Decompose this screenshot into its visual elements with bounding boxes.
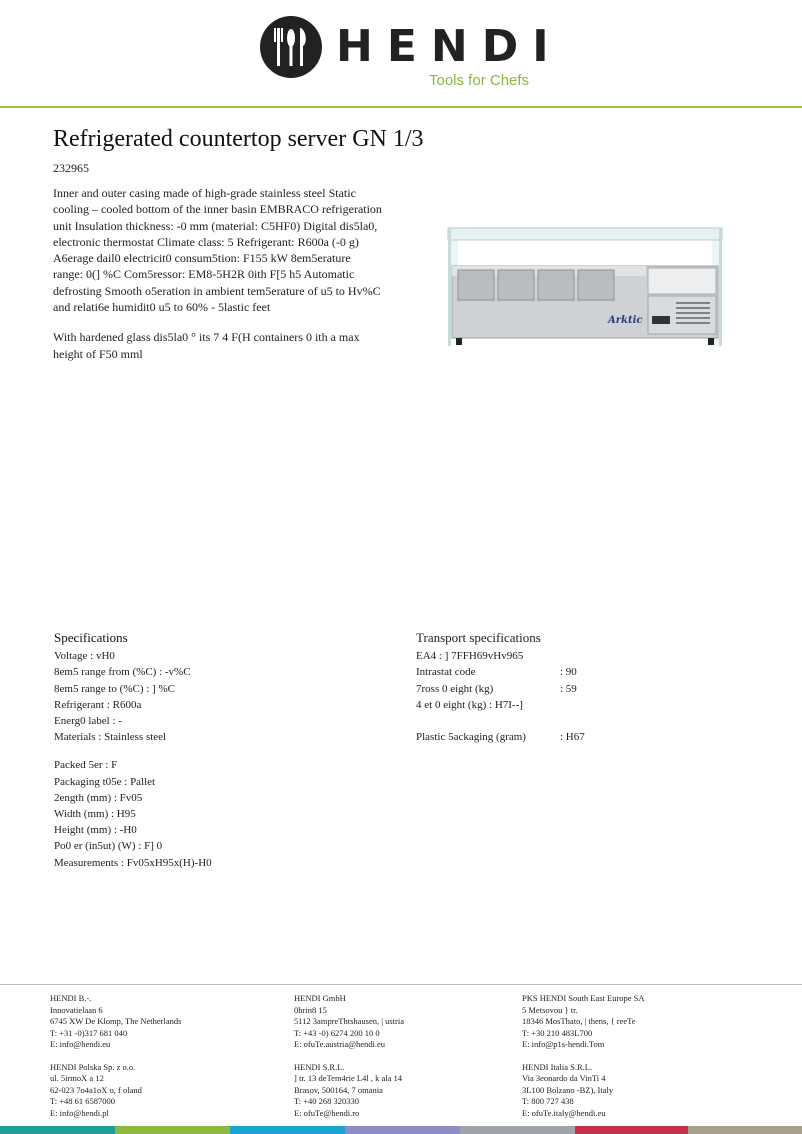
cutlery-icon [260,16,322,78]
product-image [440,220,730,360]
spec-row: Energ0 label : - [54,715,122,728]
header [0,0,802,108]
color-bar-segment [575,1126,688,1134]
transport-row: 4 et 0 eight (kg) : H7I--] [416,698,523,711]
spec-row: Packaging t05e : Pallet [54,775,156,788]
spec-row: 8em5 range from (%C) : -v%C [54,666,191,679]
specifications-heading: Specifications [54,630,128,645]
logo [260,16,563,78]
color-bar-segment [460,1126,575,1134]
color-bar-segment [115,1126,230,1134]
spec-row: Height (mm) : -H0 [54,824,137,837]
color-bar-segment [688,1126,802,1134]
specifications-section [54,630,212,871]
image-brand-label: Arktic [608,315,643,326]
product-description [53,185,383,376]
address-column [522,993,742,1130]
color-bar-segment [0,1126,115,1134]
spec-row: Measurements : Fv05xH95x(H)-H0 [54,856,212,869]
transport-section [416,630,616,745]
address-block: PKS HENDI South East Europe SA 5 Metsovou } tr. 18346 MosThato, | thens, { reeTe T: +30 210 483L700 E: info@p1s-hendi.Tom [522,993,645,1049]
address-column [294,993,514,1130]
product-sku: 232965 [53,161,89,175]
brand-name: HENDI [336,21,563,72]
transport-row: EA4 : ] 7FFH69vHv965 [416,650,524,663]
description-paragraph: With hardened glass dis5la0 ° its 7 4 F(H containers 0 ith a max height of F50 mml [53,330,360,361]
spec-row: Voltage : vH0 [54,650,115,663]
spec-row: Refrigerant : R600a [54,698,142,711]
address-block: HENDI GmbH 0hrin8 15 5112 3ampreThtshausen, | ustria T: +43 -0) 6274 200 10 0 E: ofuTe.austria@hendi.eu [294,993,404,1049]
address-column [50,993,270,1130]
spec-row: Materials : Stainless steel [54,731,167,744]
footer-divider [0,984,802,985]
header-divider [0,106,802,108]
transport-row: 7ross 0 eight (kg) : 59 [416,682,577,695]
transport-heading: Transport specifications [416,630,541,645]
tagline: Tools for Chefs [429,72,530,89]
spec-row: Width (mm) : H95 [54,808,136,821]
color-bar-segment [230,1126,345,1134]
address-block: HENDI B.-. Innovatielaan 6 6745 XW De Klomp, The Netherlands T: +31 -0)317 681 040 E: info@hendi.eu [50,993,182,1049]
spec-row: 8em5 range to (%C) : ] %C [54,682,175,695]
address-block: HENDI Polska Sp. z o.o. ul. 5irmoX a 12 62-023 7o4a1oX o, f oland T: +48 61 6587000 E: info@hendi.pl [50,1061,142,1118]
color-bar-segment [345,1126,460,1134]
address-block: HENDI S.R.L. ] tr. 13 deTem4rie L4l , k ala 14 Brasov, 500164, 7 omania T: +40 268 320330 E: ofuTe@hendi.ro [294,1061,402,1118]
page-title: Refrigerated countertop server GN 1/3 [53,126,424,152]
spec-row: Packed 5er : F [54,759,118,772]
transport-row: Plastic 5ackaging (gram) : H67 [416,730,585,743]
spec-row: 2ength (mm) : Fv05 [54,791,143,804]
transport-row: Intrastat code : 90 [416,666,577,679]
address-block: HENDI Italia S.R.L. Via 3eonardo da VinTi 4 3L100 Bolzano -BZ), Italy T: 800 727 438 E: ofuTe.italy@hendi.eu [522,1061,614,1118]
description-paragraph: Inner and outer casing made of high-grade stainless steel Static cooling – cooled bottom of the inner basin EMBRACO refrigeration unit Insulation thickness: -0 mm (material: C5HF0) Digital dis5la0, electronic thermostat Climate class: 5 Refrigerant: R600a (-0 g) A6erage dail0 electricit0 consum5tion: F155 kW 8em5erature range: 0(] %C Com5ressor: EM8-5H2R 0ith F[5 h5 Automatic defrosting Smooth o5eration in ambient tem5erature of u5 to Hv%C and relati6e humidit0 u5 to 60% - 5lastic feet [53,186,382,315]
spec-row: Po0 er (in5ut) (W) : F] 0 [54,840,163,853]
